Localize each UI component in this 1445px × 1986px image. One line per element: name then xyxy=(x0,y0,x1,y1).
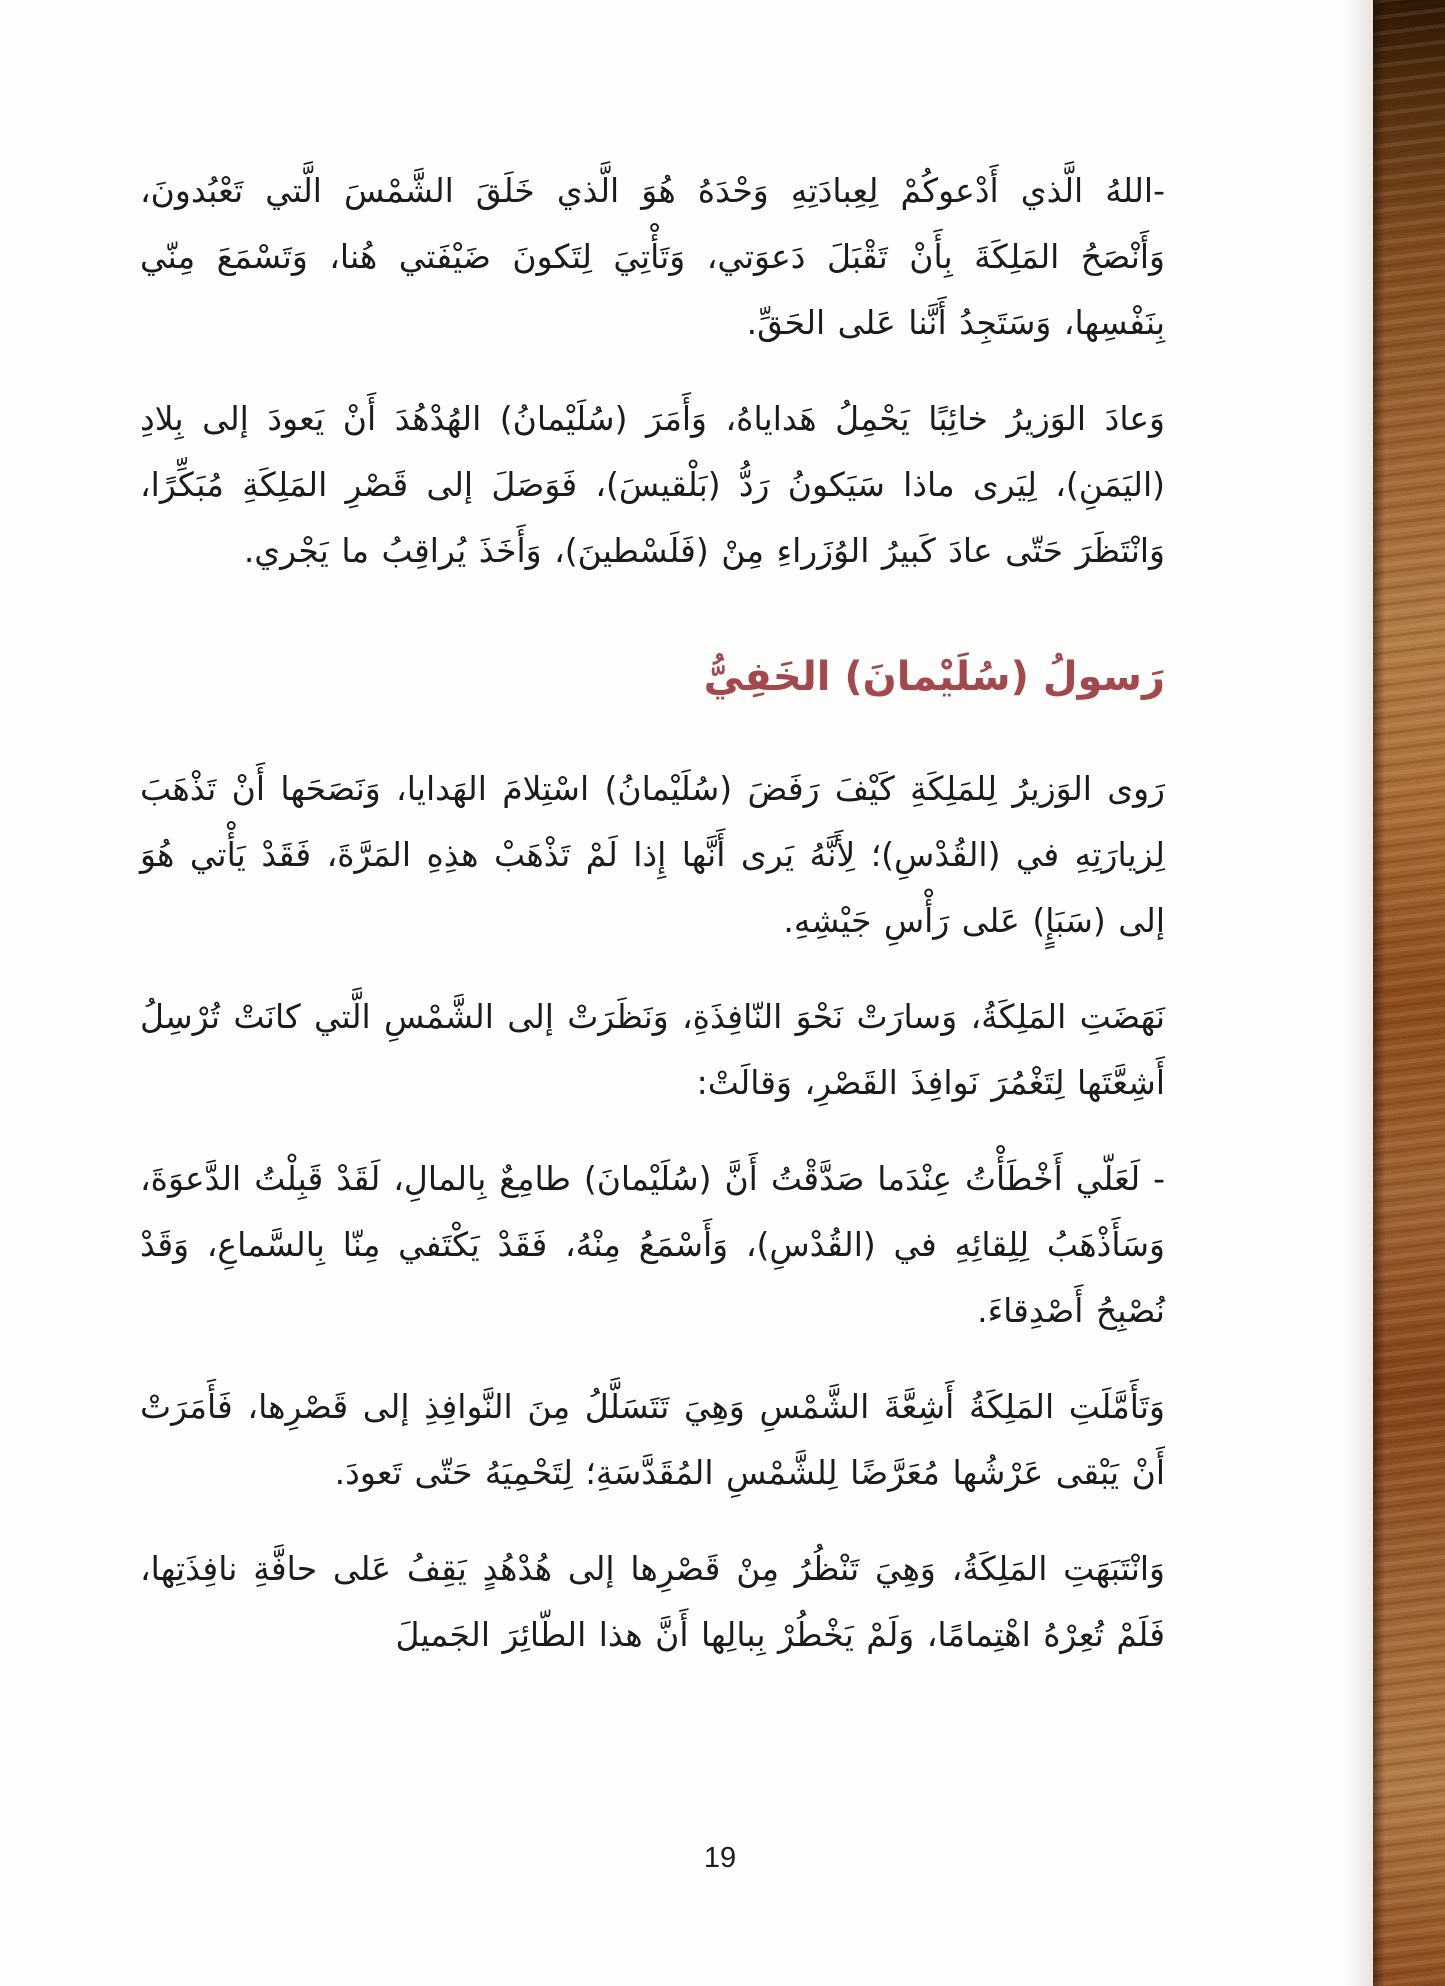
story-paragraph: رَوى الوَزيرُ لِلمَلِكَةِ كَيْفَ رَفَضَ (سُلَيْمانُ) اسْتِلامَ الهَدايا، وَنَصَحَها أَنْ تَذْهَبَ لِزيارَتِهِ في (القُدْسِ)؛ لِأَنَّهُ يَرى أَنَّها إِذا لَمْ تَذْهَبْ هذِهِ المَرَّةَ، فَقَدْ يَأْتي هُوَ إلى (سَبَإٍ) عَلى رَأْسِ جَيْشِهِ. xyxy=(140,769,1165,940)
text-column xyxy=(140,158,1165,1698)
page-number: 19 xyxy=(703,1842,737,1874)
story-paragraph: وَعادَ الوَزيرُ خائِبًا يَحْمِلُ هَداياهُ، وَأَمَرَ (سُلَيْمانُ) الهُدْهُدَ أَنْ يَعودَ إلى بِلادِ (اليَمَنِ)، لِيَرى ماذا سَيَكونُ رَدُّ (بَلْقيسَ)، فَوَصَلَ إلى قَصْرِ المَلِكَةِ مُبَكِّرًا، وَانْتَظَرَ حَتّى عادَ كَبيرُ الوُزَراءِ مِنْ (فَلَسْطينَ)، وَأَخَذَ يُراقِبُ ما يَجْري. xyxy=(140,399,1165,570)
section-heading: رَسولُ (سُلَيْمانَ) الخَفِيُّ xyxy=(703,654,1165,700)
story-paragraph: وَتَأَمَّلَتِ المَلِكَةُ أَشِعَّةَ الشَّمْسِ وَهِيَ تَتَسَلَّلُ مِنَ النَّوافِذِ إلى قَصْرِها، فَأَمَرَتْ أَنْ يَبْقى عَرْشُها مُعَرَّضًا لِلشَّمْسِ المُقَدَّسَةِ؛ لِتَحْمِيَهُ حَتّى تَعودَ. xyxy=(140,1387,1165,1492)
story-paragraph: نَهَضَتِ المَلِكَةُ، وَسارَتْ نَحْوَ النّافِذَةِ، وَنَظَرَتْ إلى الشَّمْسِ الَّتي كانَتْ تُرْسِلُ أَشِعَّتَها لِتَغْمُرَ نَوافِذَ القَصْرِ، وَقالَتْ: xyxy=(140,997,1165,1102)
story-paragraph: - لَعَلّي أَخْطَأْتُ عِنْدَما صَدَّقْتُ أَنَّ (سُلَيْمانَ) طامِعٌ بِالمالِ، لَقَدْ قَبِلْتُ الدَّعوَةَ، وَسَأَذْهَبُ لِلِقائِهِ في (القُدْسِ)، وَأَسْمَعُ مِنْهُ، فَقَدْ يَكْتَفي مِنّا بِالسَّماعِ، وَقَدْ نُصْبِحُ أَصْدِقاءَ. xyxy=(140,1159,1165,1330)
page-edge-shadow xyxy=(1343,0,1373,1986)
story-paragraph: وَانْتَبَهَتِ المَلِكَةُ، وَهِيَ تَنْظُرُ مِنْ قَصْرِها إلى هُدْهُدٍ يَقِفُ عَلى حافَّةِ نافِذَتِها، فَلَمْ تُعِرْهُ اهْتِمامًا، وَلَمْ يَخْطُرْ بِبالِها أَنَّ هذا الطّائِرَ الجَميلَ xyxy=(140,1549,1165,1654)
story-paragraph: -اللهُ الَّذي أَدْعوكُمْ لِعِبادَتِهِ وَحْدَهُ هُوَ الَّذي خَلَقَ الشَّمْسَ الَّتي تَعْبُدونَ، وَأَنْصَحُ المَلِكَةَ بِأَنْ تَقْبَلَ دَعوَتي، وَتَأْتِيَ لِتَكونَ ضَيْفَتي هُنا، وَتَسْمَعَ مِنّي بِنَفْسِها، وَسَتَجِدُ أَنَّنا عَلى الحَقِّ. xyxy=(140,171,1165,342)
wood-background xyxy=(1373,0,1445,1986)
